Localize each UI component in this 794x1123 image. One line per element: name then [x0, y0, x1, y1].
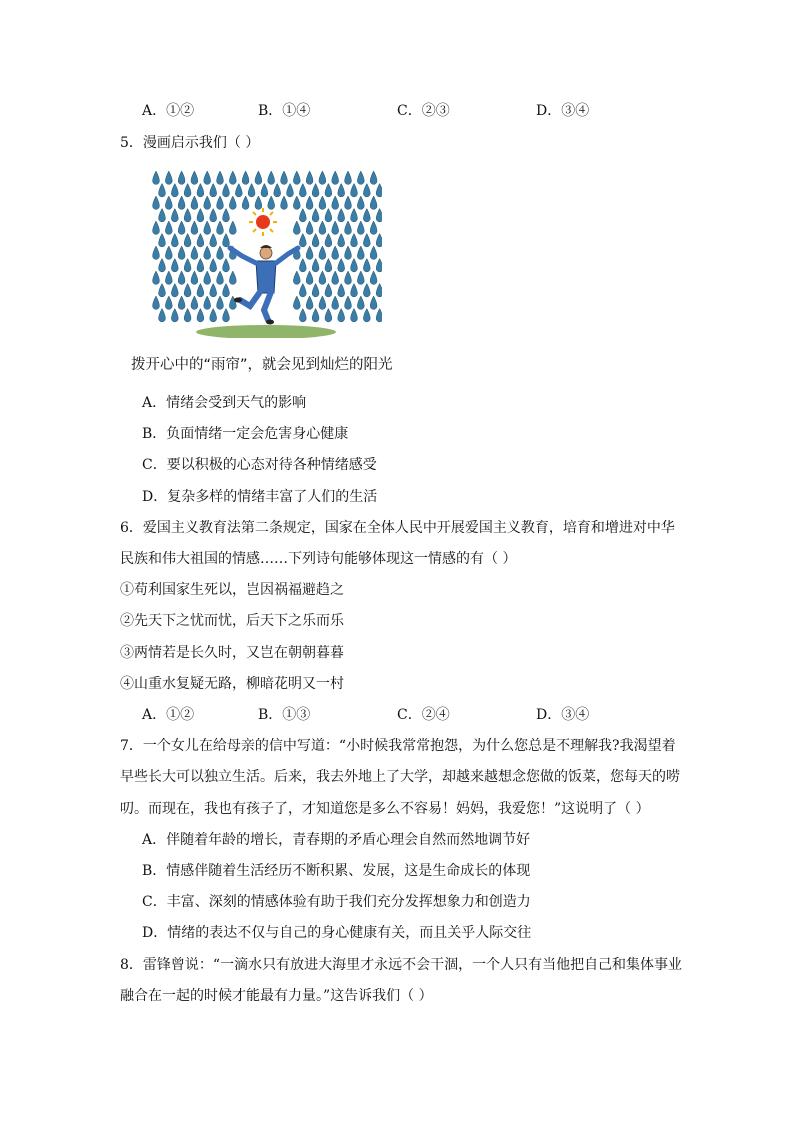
q5-option-b: B．负面情绪一定会危害身心健康: [142, 426, 349, 442]
q4-option-c: C．②③: [397, 103, 450, 119]
cartoon-caption: 拨开心中的“雨帘”，就会见到灿烂的阳光: [131, 357, 393, 373]
q6-option-d: D．③④: [536, 707, 590, 723]
q6-option-a: A．①②: [142, 707, 195, 723]
q4-option-a: A．①②: [142, 103, 195, 119]
q7-option-b: B．情感伴随着生活经历不断积累、发展，这是生命成长的体现: [142, 863, 531, 879]
q6-item-1: ①苟利国家生死以，岂因祸福避趋之: [120, 582, 344, 598]
q7-stem-line-1: 7．一个女儿在给母亲的信中写道：“小时候我常常抱怨，为什么您总是不理解我?我渴望着: [120, 738, 676, 754]
q5-option-c: C．要以积极的心态对待各种情绪感受: [142, 457, 377, 473]
q6-option-b: B．①③: [258, 707, 311, 723]
q7-option-d: D．情绪的表达不仅与自己的身心健康有关，而且关乎人际交往: [142, 925, 532, 941]
q7-stem-line-2: 早些长大可以独立生活。后来，我去外地上了大学，却越来越想念您做的饭菜，您每天的唠: [120, 769, 680, 785]
q8-stem-line-1: 8．雷锋曾说：“一滴水只有放进大海里才永远不会干涸，一个人只有当他把自己和集体事业: [120, 957, 683, 973]
person-figure: [230, 245, 298, 325]
q4-option-d: D．③④: [536, 103, 590, 119]
sun-icon: [249, 208, 277, 236]
q5-option-a: A．情绪会受到天气的影响: [142, 395, 307, 411]
cartoon-rain-curtain-image: [150, 168, 382, 338]
q7-stem-line-3: 叨。而现在，我也有孩子了，才知道您是多么不容易！妈妈，我爱您！”这说明了（ ）: [120, 801, 650, 817]
q6-item-4: ④山重水复疑无路，柳暗花明又一村: [120, 676, 344, 692]
q6-option-c: C．②④: [397, 707, 450, 723]
q8-stem-line-2: 融合在一起的时候才能最有力量。”这告诉我们（ ）: [120, 988, 433, 1004]
q5-option-d: D．复杂多样的情绪丰富了人们的生活: [142, 489, 378, 505]
q5-stem: 5．漫画启示我们（ ）: [120, 135, 260, 151]
q6-stem-line-1: 6．爱国主义教育法第二条规定，国家在全体人民中开展爱国主义教育，培育和增进对中华: [120, 520, 675, 536]
q6-item-3: ③两情若是长久时，又岂在朝朝暮暮: [120, 645, 344, 661]
q7-option-a: A．伴随着年龄的增长，青春期的矛盾心理会自然而然地调节好: [142, 832, 531, 848]
q4-option-b: B．①④: [258, 103, 311, 119]
grass: [196, 325, 336, 338]
q6-stem-line-2: 民族和伟大祖国的情感……下列诗句能够体现这一情感的有（ ）: [120, 551, 517, 567]
q6-item-2: ②先天下之忧而忧，后天下之乐而乐: [120, 613, 344, 629]
q7-option-c: C．丰富、深刻的情感体验有助于我们充分发挥想象力和创造力: [142, 894, 531, 910]
